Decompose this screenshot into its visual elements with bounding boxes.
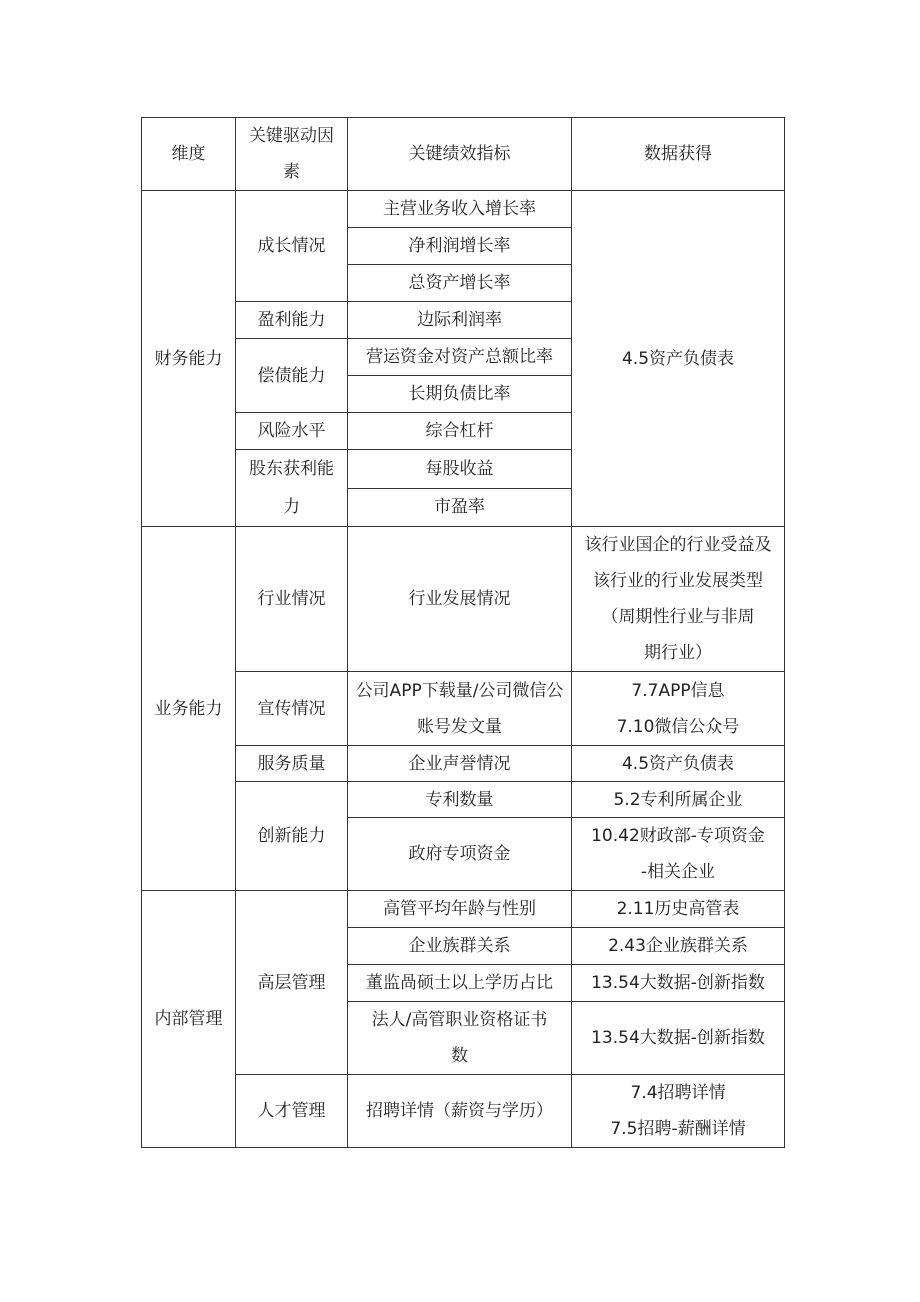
table-row — [142, 746, 785, 782]
kpi-cert — [348, 1002, 572, 1075]
driver-growth: 成长情况 — [236, 191, 348, 302]
kpi-publicity-line1: 公司APP下载量/公司微信公 — [355, 680, 564, 701]
kpi-education: 董监咼硕士以上学历占比 — [348, 965, 572, 1002]
table-row — [142, 782, 785, 818]
header-driver — [236, 118, 348, 191]
source-cert: 13.54大数据-创新指数 — [572, 1002, 785, 1075]
kpi-total-asset-growth: 总资产增长率 — [348, 265, 572, 302]
source-gov-line1: 10.42财政部-专项资金 — [591, 826, 765, 846]
kpi-clan: 企业族群关系 — [348, 928, 572, 965]
kpi-leverage: 综合杠杆 — [348, 413, 572, 450]
source-exec-age: 2.11历史高管表 — [572, 891, 785, 928]
source-publicity-line1: 7.7APP信息 — [631, 680, 725, 701]
header-kpi: 关键绩效指标 — [348, 118, 572, 191]
source-industry-line2: 该行业的行业发展类型 — [593, 571, 763, 591]
kpi-gov-funds: 政府专项资金 — [348, 818, 572, 891]
table-row — [142, 891, 785, 928]
source-gov-funds — [572, 818, 785, 891]
source-industry-line4: 期行业） — [644, 643, 712, 663]
dimension-finance: 财务能力 — [142, 191, 236, 527]
source-industry-line1: 该行业国企的行业受益及 — [584, 535, 772, 555]
header-dimension: 维度 — [142, 118, 236, 191]
kpi-cert-line1: 法人/高管职业资格证书 — [371, 1010, 548, 1030]
driver-shareholder-line1: 股东获利能 — [249, 459, 334, 479]
driver-talent: 人才管理 — [236, 1075, 348, 1148]
table-row — [142, 191, 785, 228]
kpi-cert-line2: 数 — [451, 1046, 468, 1066]
kpi-marginal-profit: 边际利润率 — [348, 302, 572, 339]
driver-service: 服务质量 — [236, 746, 348, 782]
kpi-patents: 专利数量 — [348, 782, 572, 818]
kpi-reputation: 企业声誉情况 — [348, 746, 572, 782]
source-finance: 4.5资产负债表 — [572, 191, 785, 527]
driver-shareholder — [236, 450, 348, 527]
source-industry-line3: （周期性行业与非周 — [601, 607, 755, 627]
kpi-working-capital-ratio: 营运资金对资产总额比率 — [348, 339, 572, 376]
kpi-industry-dev: 行业发展情况 — [348, 527, 572, 672]
kpi-recruit: 招聘详情（薪资与学历） — [348, 1075, 572, 1148]
driver-solvency: 偿债能力 — [236, 339, 348, 413]
driver-industry: 行业情况 — [236, 527, 348, 672]
header-row — [142, 118, 785, 191]
kpi-pe: 市盈率 — [348, 488, 572, 527]
driver-risk: 风险水平 — [236, 413, 348, 450]
source-service: 4.5资产负债表 — [572, 746, 785, 782]
driver-executives: 高层管理 — [236, 891, 348, 1075]
header-driver-line1: 关键驱动因 — [249, 126, 334, 146]
header-driver-line2: 素 — [283, 162, 300, 182]
dimension-internal: 内部管理 — [142, 891, 236, 1148]
kpi-publicity — [348, 672, 572, 746]
source-publicity — [572, 672, 785, 746]
driver-shareholder-line2: 力 — [283, 497, 300, 517]
table-row — [142, 1075, 785, 1148]
source-recruit-line2: 7.5招聘-薪酬详情 — [610, 1119, 746, 1139]
kpi-revenue-growth: 主营业务收入增长率 — [348, 191, 572, 228]
kpi-publicity-line2: 账号发文量 — [417, 716, 502, 737]
kpi-eps: 每股收益 — [348, 450, 572, 489]
driver-publicity: 宣传情况 — [236, 672, 348, 746]
source-recruit-line1: 7.4招聘详情 — [630, 1083, 726, 1103]
driver-profitability: 盈利能力 — [236, 302, 348, 339]
header-source: 数据获得 — [572, 118, 785, 191]
source-publicity-line2: 7.10微信公众号 — [616, 716, 740, 737]
kpi-exec-age: 高管平均年龄与性别 — [348, 891, 572, 928]
source-education: 13.54大数据-创新指数 — [572, 965, 785, 1002]
driver-innovation: 创新能力 — [236, 782, 348, 891]
source-recruit — [572, 1075, 785, 1148]
table-row — [142, 527, 785, 672]
kpi-net-profit-growth: 净利润增长率 — [348, 228, 572, 265]
source-industry — [572, 527, 785, 672]
dimension-business: 业务能力 — [142, 527, 236, 891]
kpi-long-term-debt: 长期负债比率 — [348, 376, 572, 413]
source-patents: 5.2专利所属企业 — [572, 782, 785, 818]
source-clan: 2.43企业族群关系 — [572, 928, 785, 965]
source-gov-line2: -相关企业 — [640, 862, 716, 882]
table-row — [142, 672, 785, 746]
kpi-table — [141, 117, 785, 1148]
